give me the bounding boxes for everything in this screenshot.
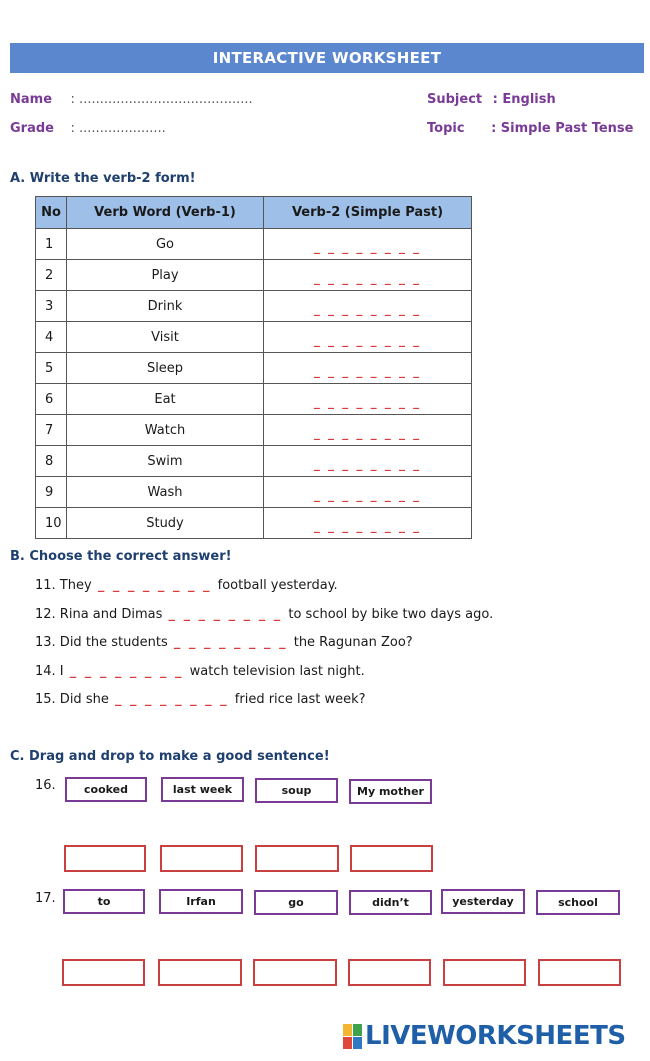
section-c-title: C. Drag and drop to make a good sentence!: [10, 749, 330, 764]
question-text-after: football yesterday.: [217, 578, 338, 593]
question-line: [35, 578, 338, 593]
row-number: 5: [36, 353, 67, 384]
answer-blank[interactable]: _ _ _ _ _ _ _ _: [173, 635, 288, 650]
answer-blank[interactable]: _ _ _ _ _ _ _ _: [313, 394, 422, 409]
verb1-cell: Swim: [67, 446, 264, 477]
question-text-after: to school by bike two days ago.: [288, 607, 494, 622]
table-row: [36, 229, 472, 260]
drop-zone[interactable]: [64, 845, 146, 872]
drop-zone[interactable]: [62, 959, 145, 986]
row-number: 9: [36, 477, 67, 508]
drop-zone[interactable]: [443, 959, 526, 986]
table-row: [36, 291, 472, 322]
name-field: [10, 92, 253, 107]
column-header-verb1: Verb Word (Verb-1): [67, 197, 264, 229]
question-line: [35, 664, 365, 679]
verb1-cell: Drink: [67, 291, 264, 322]
liveworksheets-logo-icon: [343, 1024, 362, 1049]
drop-zone[interactable]: [253, 959, 337, 986]
verb1-cell: Sleep: [67, 353, 264, 384]
verb2-answer-cell[interactable]: [264, 291, 472, 322]
drop-zone[interactable]: [160, 845, 243, 872]
question-text-after: the Ragunan Zoo?: [293, 635, 413, 650]
row-number: 1: [36, 229, 67, 260]
row-number: 8: [36, 446, 67, 477]
answer-blank[interactable]: _ _ _ _ _ _ _ _: [97, 578, 212, 593]
drop-zone[interactable]: [158, 959, 242, 986]
table-row: [36, 260, 472, 291]
table-row: [36, 384, 472, 415]
verb1-cell: Study: [67, 508, 264, 539]
question-text-before: 15. Did she: [35, 692, 109, 707]
liveworksheets-logo: [343, 1018, 626, 1054]
drop-zone[interactable]: [255, 845, 339, 872]
question-text-before: 12. Rina and Dimas: [35, 607, 163, 622]
table-header-row: [36, 197, 472, 229]
topic-label: Topic: [427, 121, 465, 136]
verb-table: [35, 196, 472, 539]
row-number: 7: [36, 415, 67, 446]
word-tile[interactable]: go: [254, 890, 338, 915]
name-blank: : ..........................................: [70, 92, 253, 107]
verb1-cell: Wash: [67, 477, 264, 508]
word-tile[interactable]: to: [63, 889, 145, 914]
answer-blank[interactable]: _ _ _ _ _ _ _ _: [313, 270, 422, 285]
verb2-answer-cell[interactable]: [264, 384, 472, 415]
verb1-cell: Play: [67, 260, 264, 291]
word-tile[interactable]: My mother: [349, 779, 432, 804]
topic-field: [427, 121, 633, 136]
question-16-number: 16.: [35, 778, 56, 793]
question-line: [35, 607, 493, 622]
verb1-cell: Visit: [67, 322, 264, 353]
row-number: 4: [36, 322, 67, 353]
answer-blank[interactable]: _ _ _ _ _ _ _ _: [313, 518, 422, 533]
answer-blank[interactable]: _ _ _ _ _ _ _ _: [69, 664, 184, 679]
question-line: [35, 692, 366, 707]
drop-zone[interactable]: [350, 845, 433, 872]
table-row: [36, 477, 472, 508]
topic-value: : Simple Past Tense: [491, 121, 634, 136]
answer-blank[interactable]: _ _ _ _ _ _ _ _: [313, 487, 422, 502]
drop-zone[interactable]: [348, 959, 431, 986]
word-tile[interactable]: last week: [161, 777, 244, 802]
question-text-before: 14. I: [35, 664, 64, 679]
answer-blank[interactable]: _ _ _ _ _ _ _ _: [313, 301, 422, 316]
answer-blank[interactable]: _ _ _ _ _ _ _ _: [313, 239, 422, 254]
answer-blank[interactable]: _ _ _ _ _ _ _ _: [313, 332, 422, 347]
table-row: [36, 415, 472, 446]
subject-label: Subject: [427, 92, 483, 107]
drop-zone[interactable]: [538, 959, 621, 986]
question-text-before: 13. Did the students: [35, 635, 168, 650]
word-tile[interactable]: school: [536, 890, 620, 915]
word-tile[interactable]: didn’t: [349, 890, 432, 915]
column-header-verb2: Verb-2 (Simple Past): [264, 197, 472, 229]
section-a-title: A. Write the verb-2 form!: [10, 171, 196, 186]
word-tile[interactable]: soup: [255, 778, 338, 803]
table-row: [36, 446, 472, 477]
verb2-answer-cell[interactable]: [264, 353, 472, 384]
row-number: 2: [36, 260, 67, 291]
table-row: [36, 508, 472, 539]
word-tile[interactable]: yesterday: [441, 889, 525, 914]
answer-blank[interactable]: _ _ _ _ _ _ _ _: [313, 456, 422, 471]
question-text-before: 11. They: [35, 578, 92, 593]
table-row: [36, 322, 472, 353]
column-header-no: No: [36, 197, 67, 229]
subject-field: [427, 92, 556, 107]
brand-name: LIVEWORKSHEETS: [365, 1021, 626, 1051]
grade-field: [10, 121, 166, 136]
answer-blank[interactable]: _ _ _ _ _ _ _ _: [313, 425, 422, 440]
subject-value: : English: [492, 92, 556, 107]
verb2-answer-cell[interactable]: [264, 446, 472, 477]
word-tile[interactable]: Irfan: [159, 889, 243, 914]
verb1-cell: Go: [67, 229, 264, 260]
grade-label: Grade: [10, 121, 54, 136]
verb1-cell: Eat: [67, 384, 264, 415]
answer-blank[interactable]: _ _ _ _ _ _ _ _: [168, 607, 283, 622]
verb2-answer-cell[interactable]: [264, 229, 472, 260]
verb2-answer-cell[interactable]: [264, 508, 472, 539]
question-17-number: 17.: [35, 891, 56, 906]
answer-blank[interactable]: _ _ _ _ _ _ _ _: [114, 692, 229, 707]
question-text-after: fried rice last week?: [234, 692, 366, 707]
section-b-title: B. Choose the correct answer!: [10, 549, 232, 564]
word-tile[interactable]: cooked: [65, 777, 147, 802]
question-line: [35, 635, 413, 650]
table-row: [36, 353, 472, 384]
row-number: 10: [36, 508, 67, 539]
verb2-answer-cell[interactable]: [264, 415, 472, 446]
name-label: Name: [10, 92, 53, 107]
answer-blank[interactable]: _ _ _ _ _ _ _ _: [313, 363, 422, 378]
grade-blank: : .....................: [70, 121, 166, 136]
worksheet-title: INTERACTIVE WORKSHEET: [10, 43, 644, 73]
verb2-answer-cell[interactable]: [264, 477, 472, 508]
verb2-answer-cell[interactable]: [264, 260, 472, 291]
question-text-after: watch television last night.: [189, 664, 365, 679]
row-number: 6: [36, 384, 67, 415]
verb1-cell: Watch: [67, 415, 264, 446]
verb2-answer-cell[interactable]: [264, 322, 472, 353]
row-number: 3: [36, 291, 67, 322]
